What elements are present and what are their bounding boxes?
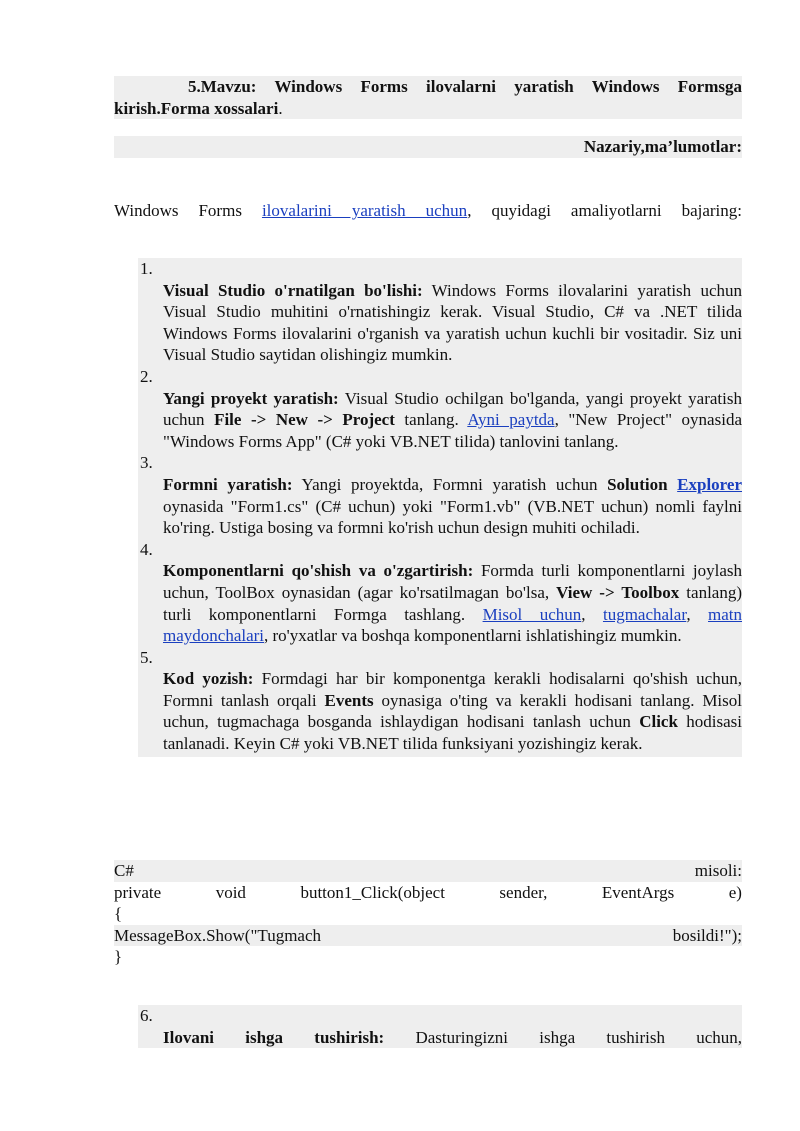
list-item-text: Dasturingizni ishga tushirish uchun, — [384, 1027, 742, 1047]
list-item — [138, 258, 742, 366]
list-item-text: tanlang. — [394, 410, 468, 430]
list-item-heading: Formni yaratish: — [163, 474, 293, 494]
list-item-text: Formdagi har bir komponentga kerakli hodisalarni qo'shish uchun, Formni tanlash orqali — [163, 669, 742, 710]
list-item — [138, 647, 742, 755]
code-open-brace: { — [114, 904, 123, 924]
ayni-paytda-link[interactable]: Ayni paytda — [467, 410, 555, 430]
list-item — [138, 366, 742, 452]
code-token: button1_Click(object — [300, 882, 445, 902]
list-item — [138, 452, 742, 538]
matn-maydonchalari-link[interactable]: matn maydonchalari — [163, 604, 743, 646]
title-line-2: kirish.Forma xossalari — [114, 98, 279, 118]
lesson-title — [114, 76, 742, 119]
list-item-heading: Yangi proyekt yaratish: — [163, 388, 339, 408]
code-token: MessageBox.Show("Tugmach — [114, 925, 322, 945]
list-item-number: 6. — [140, 1006, 153, 1025]
menu-path: File -> New -> Project — [214, 410, 395, 430]
list-item-heading: Kod yozish: — [163, 669, 254, 689]
list-item-body — [163, 474, 742, 539]
title-line-1: 5.Mavzu: Windows Forms ilovalarni yaratish Windows Formsga — [188, 77, 742, 96]
menu-path: View -> Toolbox — [556, 582, 680, 602]
events-label: Events — [324, 690, 374, 710]
section-subtitle — [114, 136, 742, 158]
steps-list — [138, 258, 742, 757]
list-item-text: oynasida "Form1.cs" (C# uchun) yoki "Form1.vb" (VB.NET uchun) nomli faylni ko'ring. Ustiga bosing va formni ko'rish uchun design muhiti ochiladi. — [163, 496, 742, 538]
code-example — [114, 860, 742, 968]
list-item — [138, 539, 742, 647]
list-item-heading: Visual Studio o'rnatilgan bo'lishi: — [163, 280, 423, 300]
title-period: . — [278, 98, 283, 118]
code-token: e) — [728, 882, 742, 902]
explorer-link[interactable]: Explorer — [677, 474, 743, 494]
list-item-heading: Ilovani ishga tushirish: — [163, 1027, 385, 1047]
list-item-text: Windows Forms ilovalarini yaratish uchun Visual Studio muhitini o'rnatishingiz kerak. Visual Studio, C# va .NET tilida Windows Forms ilovalarini o'rganish va yaratish uchun kuchli bir vositadir. Siz uni Visual Studio saytidan olishingiz mumkin. — [163, 280, 743, 365]
list-item-text: oynasiga o'ting va kerakli hodisani tanlang. Misol uchun, tugmachaga bosganda ishlaydigan hodisani tanlash uchun — [163, 690, 742, 732]
list-item-text: Yangi proyektda, Formni yaratish uchun — [292, 474, 608, 494]
list-item-number: 1. — [140, 259, 153, 278]
list-item-body — [163, 280, 742, 366]
intro-paragraph — [114, 200, 742, 222]
list-item-text: , — [581, 604, 603, 624]
intro-text-before: Windows Forms — [114, 201, 262, 220]
list-item-heading: Komponentlarni qo'shish va o'zgartirish: — [163, 561, 474, 581]
list-item-body — [163, 560, 742, 646]
steps-list-continued — [138, 1005, 742, 1048]
code-language: C# — [114, 861, 134, 880]
intro-link[interactable]: ilovalarini yaratish uchun — [261, 201, 468, 220]
solution-label: Solution — [607, 474, 668, 494]
code-line-messagebox — [114, 925, 742, 947]
tugmachalar-link[interactable]: tugmachalar — [602, 604, 687, 624]
list-item-number: 2. — [140, 366, 153, 386]
list-item-text: , — [686, 604, 709, 624]
code-token: EventArgs — [601, 882, 675, 902]
list-item-number: 5. — [140, 647, 153, 667]
code-token: private — [114, 882, 162, 902]
subtitle-text: Nazariy,ma’lumotlar: — [583, 137, 742, 156]
misol-uchun-link[interactable]: Misol uchun — [482, 604, 582, 624]
list-item-body — [163, 668, 742, 754]
list-item-body — [163, 1027, 742, 1049]
list-item-text — [668, 475, 678, 494]
code-close-brace: } — [114, 947, 123, 967]
code-line-signature — [114, 882, 742, 904]
list-item-text: , "New Project" oynasida "Windows Forms App" (C# yoki VB.NET tilida) tanlovini tanlang. — [163, 410, 742, 451]
click-label: Click — [639, 712, 678, 732]
code-token: void — [215, 882, 246, 902]
code-token: sender, — [499, 882, 548, 902]
code-token: bosildi!"); — [672, 925, 742, 945]
list-item-text: tanlang) turli komponentlarni Formga tashlang. — [163, 582, 743, 624]
list-item — [138, 1005, 742, 1048]
list-item-body — [163, 388, 742, 453]
list-item-text: Visual Studio ochilgan bo'lganda, yangi proyekt yaratish uchun — [163, 388, 742, 430]
code-heading — [114, 860, 742, 882]
list-item-text: Formda turli komponentlarni joylash uchun, ToolBox oynasidan (agar ko'rsatilmagan bo'lsa, — [163, 561, 743, 602]
intro-text-after: , quyidagi amaliyotlarni bajaring: — [467, 201, 742, 220]
list-item-number: 3. — [140, 453, 153, 473]
list-item-text: hodisasi tanlanadi. Keyin C# yoki VB.NET tilida funksiyani yozishingiz kerak. — [163, 712, 743, 754]
list-item-text: , ro'yxatlar va boshqa komponentlarni ishlatishingiz mumkin. — [264, 626, 682, 646]
list-item-number: 4. — [140, 539, 153, 559]
code-label: misoli: — [694, 861, 742, 880]
